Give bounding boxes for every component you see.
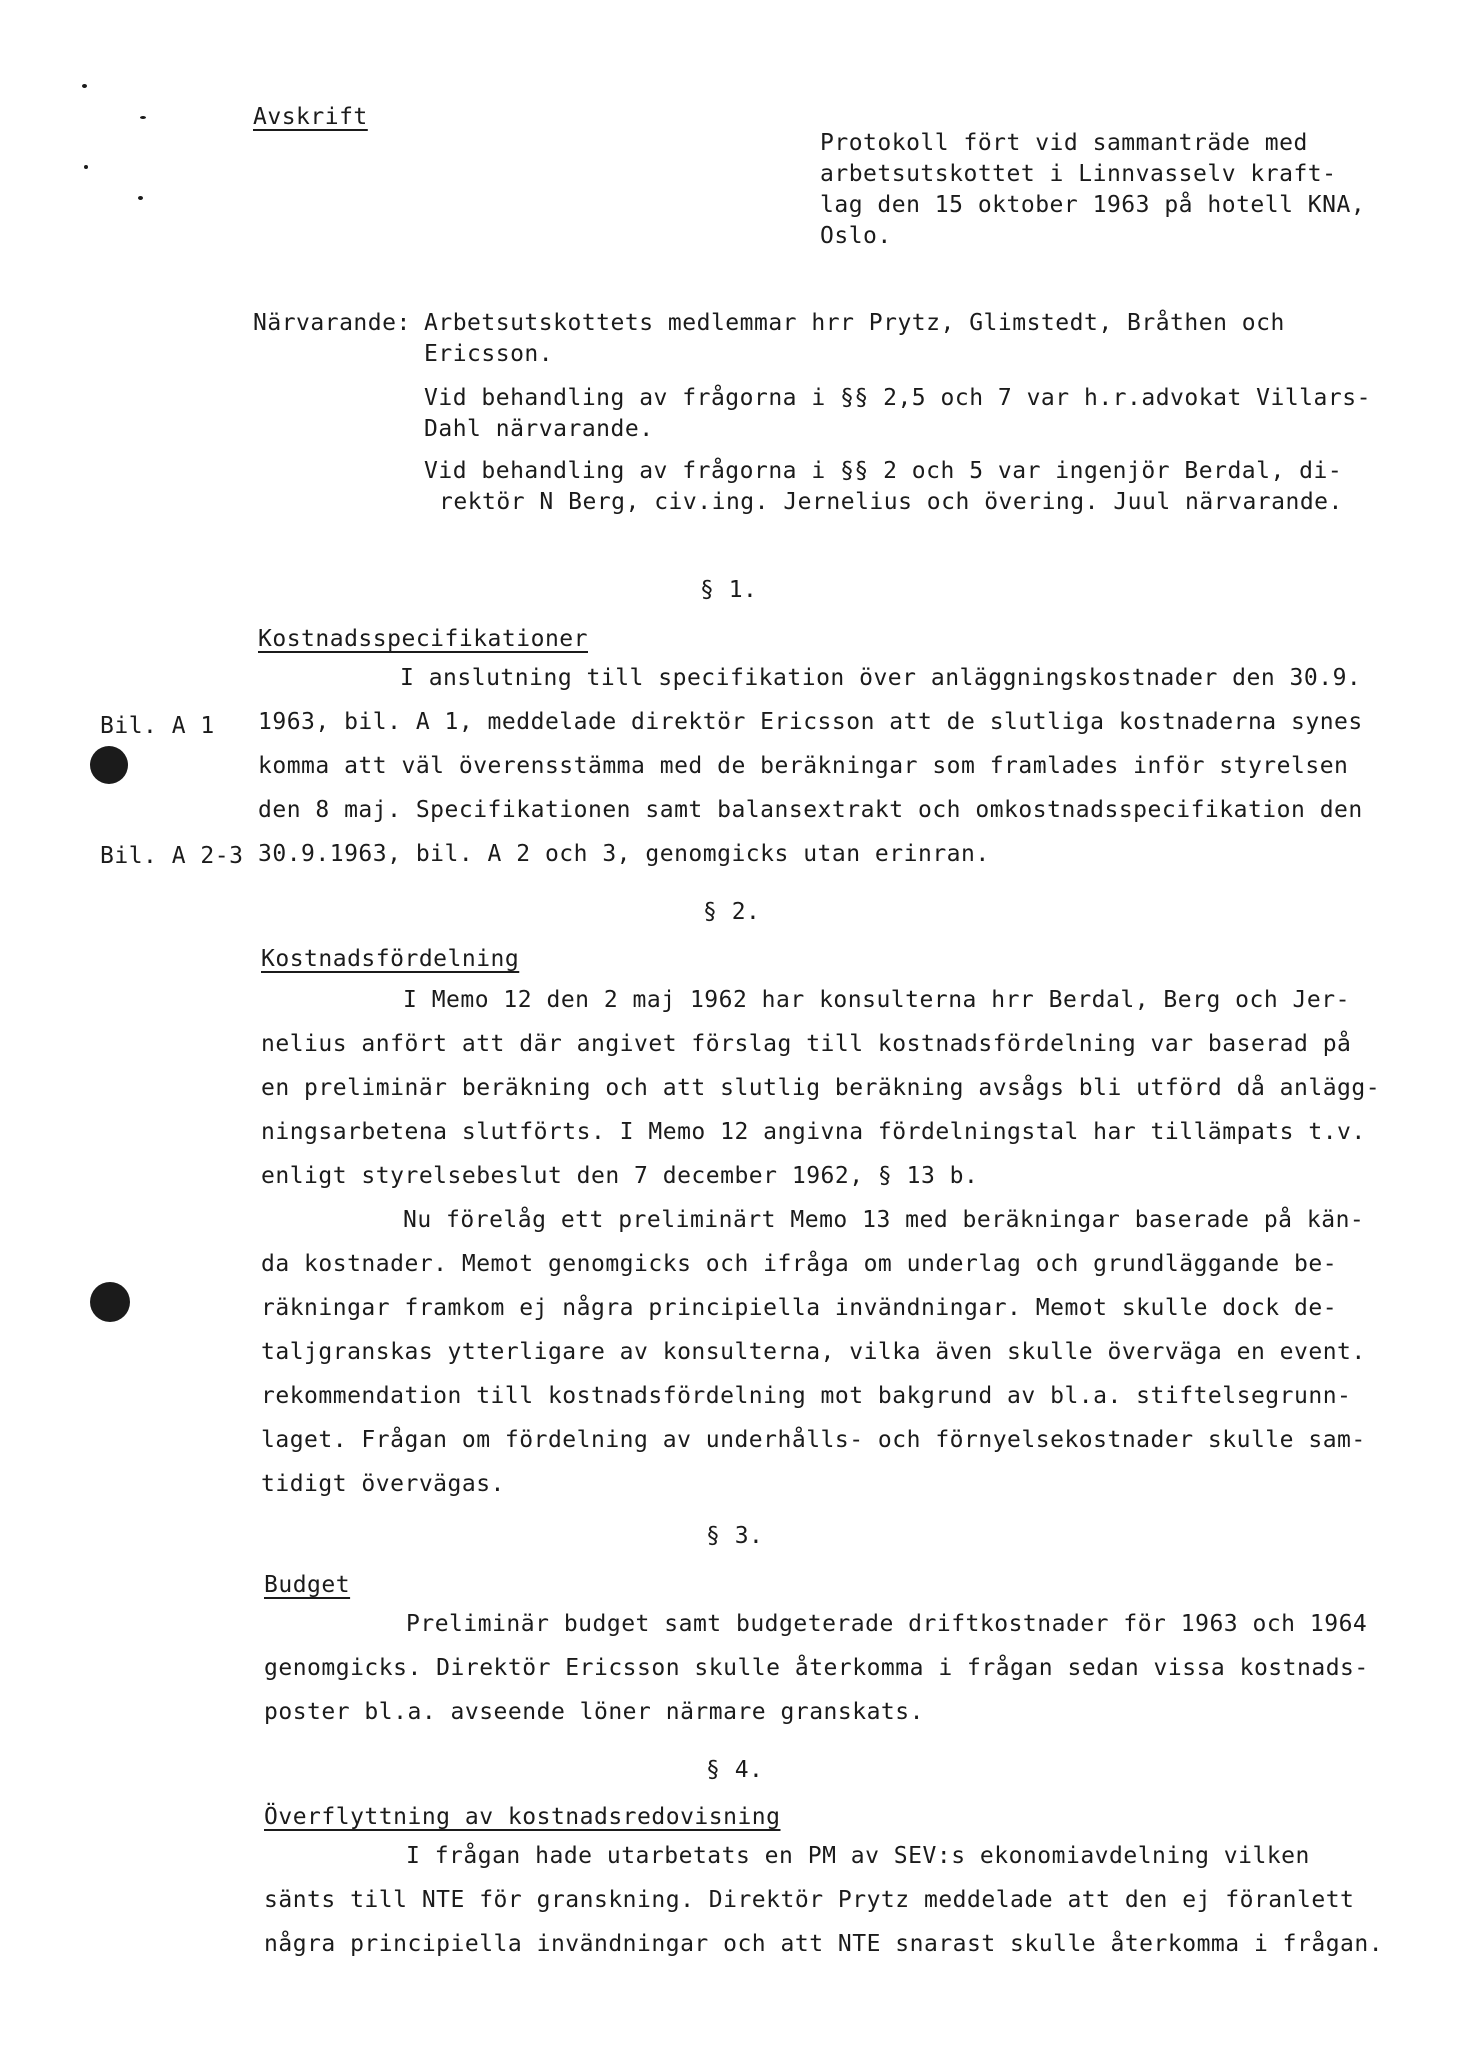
body-line: 30.9.1963, bil. A 2 och 3, genomgicks utan erinran. <box>258 841 990 867</box>
body-line: några principiella invändningar och att NTE snarast skulle återkomma i frågan. <box>264 1931 1384 1957</box>
section-body <box>264 1834 1383 1966</box>
body-line: enligt styrelsebeslut den 7 december 1962, § 13 b. <box>261 1163 979 1189</box>
body-line: da kostnader. Memot genomgicks och ifråga om underlag och grundläggande be- <box>261 1251 1338 1277</box>
section-number: § 4. <box>706 1757 764 1783</box>
protocol-heading-line: lag den 15 oktober 1963 på hotell KNA, <box>820 192 1366 218</box>
body-line: nelius anfört att där angivet förslag till kostnadsfördelning var baserad på <box>261 1031 1352 1057</box>
attendance-line: Vid behandling av frågorna i §§ 2,5 och 7 var h.r.advokat Villars- <box>424 385 1371 411</box>
body-line: en preliminär beräkning och att slutlig beräkning avsågs bli utförd då anlägg- <box>261 1075 1381 1101</box>
body-line: sänts till NTE för granskning. Direktör Prytz meddelade att den ej föranlett <box>264 1887 1355 1913</box>
section-number: § 2. <box>703 899 761 925</box>
body-line: Nu förelåg ett preliminärt Memo 13 med beräkningar baserade på kän- <box>403 1207 1365 1233</box>
attendance-line: Arbetsutskottets medlemmar hrr Prytz, Glimstedt, Bråthen och <box>424 310 1285 336</box>
body-line: komma att väl överensstämma med de beräkningar som framlades inför styrelsen <box>258 753 1349 779</box>
margin-speck <box>82 84 87 88</box>
section-body <box>261 978 1380 1506</box>
attendance-label: Närvarande: <box>253 310 411 336</box>
protocol-heading <box>820 128 1365 252</box>
body-line: I Memo 12 den 2 maj 1962 har konsulterna hrr Berdal, Berg och Jer- <box>403 987 1350 1013</box>
attendance-line: rektör N Berg, civ.ing. Jernelius och övering. Juul närvarande. <box>439 489 1343 515</box>
attendance-consultants <box>424 456 1343 518</box>
margin-note: Bil. A 1 <box>100 713 215 739</box>
section-heading: Överflyttning av kostnadsredovisning <box>264 1804 781 1830</box>
attendance-advokat <box>424 383 1371 445</box>
section-heading: Kostnadsspecifikationer <box>258 626 588 652</box>
body-line: räkningar framkom ej några principiella invändningar. Memot skulle dock de- <box>261 1295 1338 1321</box>
margin-note: Bil. A 2-3 <box>100 843 244 869</box>
section-number: § 1. <box>700 577 758 603</box>
protocol-heading-line: Oslo. <box>820 223 892 249</box>
body-line: genomgicks. Direktör Ericsson skulle återkomma i frågan sedan vissa kostnads- <box>264 1655 1369 1681</box>
body-line: poster bl.a. avseende löner närmare granskats. <box>264 1699 924 1725</box>
avskrift-label: Avskrift <box>253 104 368 130</box>
margin-speck <box>140 116 146 119</box>
body-line: 1963, bil. A 1, meddelade direktör Ericsson att de slutliga kostnaderna synes <box>258 709 1363 735</box>
margin-speck <box>84 165 88 169</box>
section-heading: Budget <box>264 1572 351 1598</box>
section-heading: Kostnadsfördelning <box>261 946 520 972</box>
section-body <box>264 1602 1369 1734</box>
attendance-line: Dahl närvarande. <box>424 416 654 442</box>
punch-hole-lower <box>90 1282 130 1322</box>
protocol-heading-line: arbetsutskottet i Linnvasselv kraft- <box>820 161 1337 187</box>
body-line: ningsarbetena slutförts. I Memo 12 angivna fördelningstal har tillämpats t.v. <box>261 1119 1366 1145</box>
body-line: I frågan hade utarbetats en PM av SEV:s ekonomiavdelning vilken <box>406 1843 1310 1869</box>
body-line: Preliminär budget samt budgeterade driftkostnader för 1963 och 1964 <box>406 1611 1368 1637</box>
body-line: tidigt övervägas. <box>261 1471 505 1497</box>
punch-hole-upper <box>90 746 128 784</box>
body-line: I anslutning till specifikation över anläggningskostnader den 30.9. <box>400 665 1362 691</box>
attendance-line: Vid behandling av frågorna i §§ 2 och 5 var ingenjör Berdal, di- <box>424 458 1343 484</box>
body-line: taljgranskas ytterligare av konsulterna, vilka även skulle överväga en event. <box>261 1339 1366 1365</box>
body-line: rekommendation till kostnadsfördelning mot bakgrund av bl.a. stiftelsegrunn- <box>261 1383 1352 1409</box>
body-line: laget. Frågan om fördelning av underhålls- och förnyelsekostnader skulle sam- <box>261 1427 1366 1453</box>
margin-speck <box>138 196 143 200</box>
attendance-line: Ericsson. <box>424 341 554 367</box>
section-body <box>258 656 1363 876</box>
attendance-members <box>424 308 1285 370</box>
section-number: § 3. <box>706 1523 764 1549</box>
body-line: den 8 maj. Specifikationen samt balansextrakt och omkostnadsspecifikation den <box>258 797 1363 823</box>
protocol-heading-line: Protokoll fört vid sammanträde med <box>820 130 1308 156</box>
